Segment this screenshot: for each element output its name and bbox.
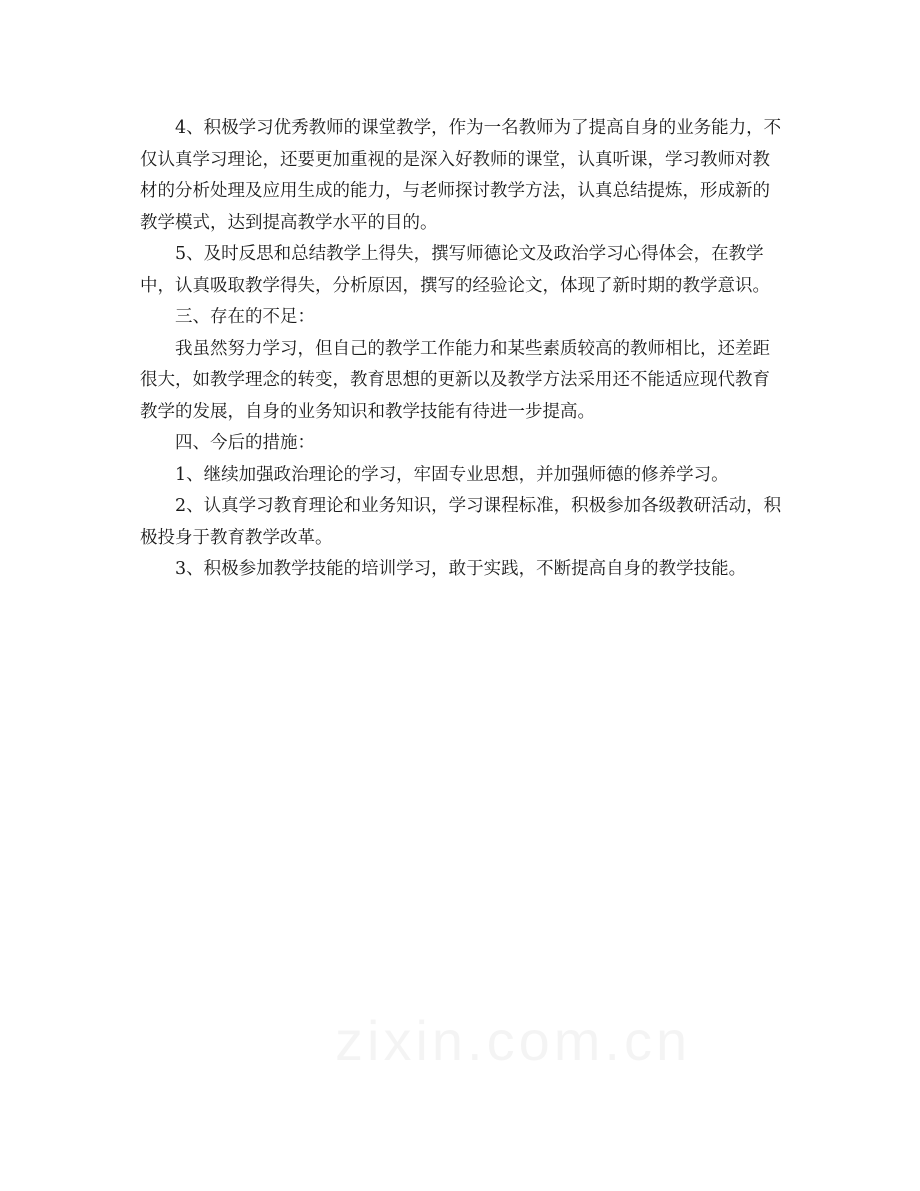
paragraph-item-5: 5、及时反思和总结教学上得失，撰写师德论文及政治学习心得体会，在教学中，认真吸取教学得失，分析原因，撰写的经验论文，体现了新时期的教学意识。	[140, 244, 770, 296]
watermark	[335, 1008, 691, 1073]
section-heading-shortcomings: 三、存在的不足：	[175, 307, 315, 327]
paragraph-shortcomings: 我虽然努力学习，但自己的教学工作能力和某些素质较高的教师相比，还差距很大，如教学理念的转变，教育思想的更新以及教学方法采用还不能适应现代教育教学的发展，自身的业务知识和教学技能有待进一步提高。	[140, 338, 770, 422]
section-heading-measures: 四、今后的措施：	[175, 433, 315, 453]
measure-item-1: 1、继续加强政治理论的学习，牢固专业思想，并加强师德的修养学习。	[175, 464, 729, 485]
measure-item-3: 3、积极参加教学技能的培训学习，敢于实践，不断提高自身的教学技能。	[175, 559, 747, 579]
document-body	[140, 113, 784, 586]
measure-item-2: 2、认真学习教育理论和业务知识，学习课程标准，积极参加各级教研活动，积极投身于教育教学改革。	[140, 496, 782, 548]
paragraph-item-4: 4、积极学习优秀教师的课堂教学，作为一名教师为了提高自身的业务能力，不仅认真学习理论，还要更加重视的是深入好教师的课堂，认真听课，学习教师对教材的分析处理及应用生成的能力，与老师探讨教学方法，认真总结提炼，形成新的教学模式，达到提高教学水平的目的。	[140, 118, 782, 233]
